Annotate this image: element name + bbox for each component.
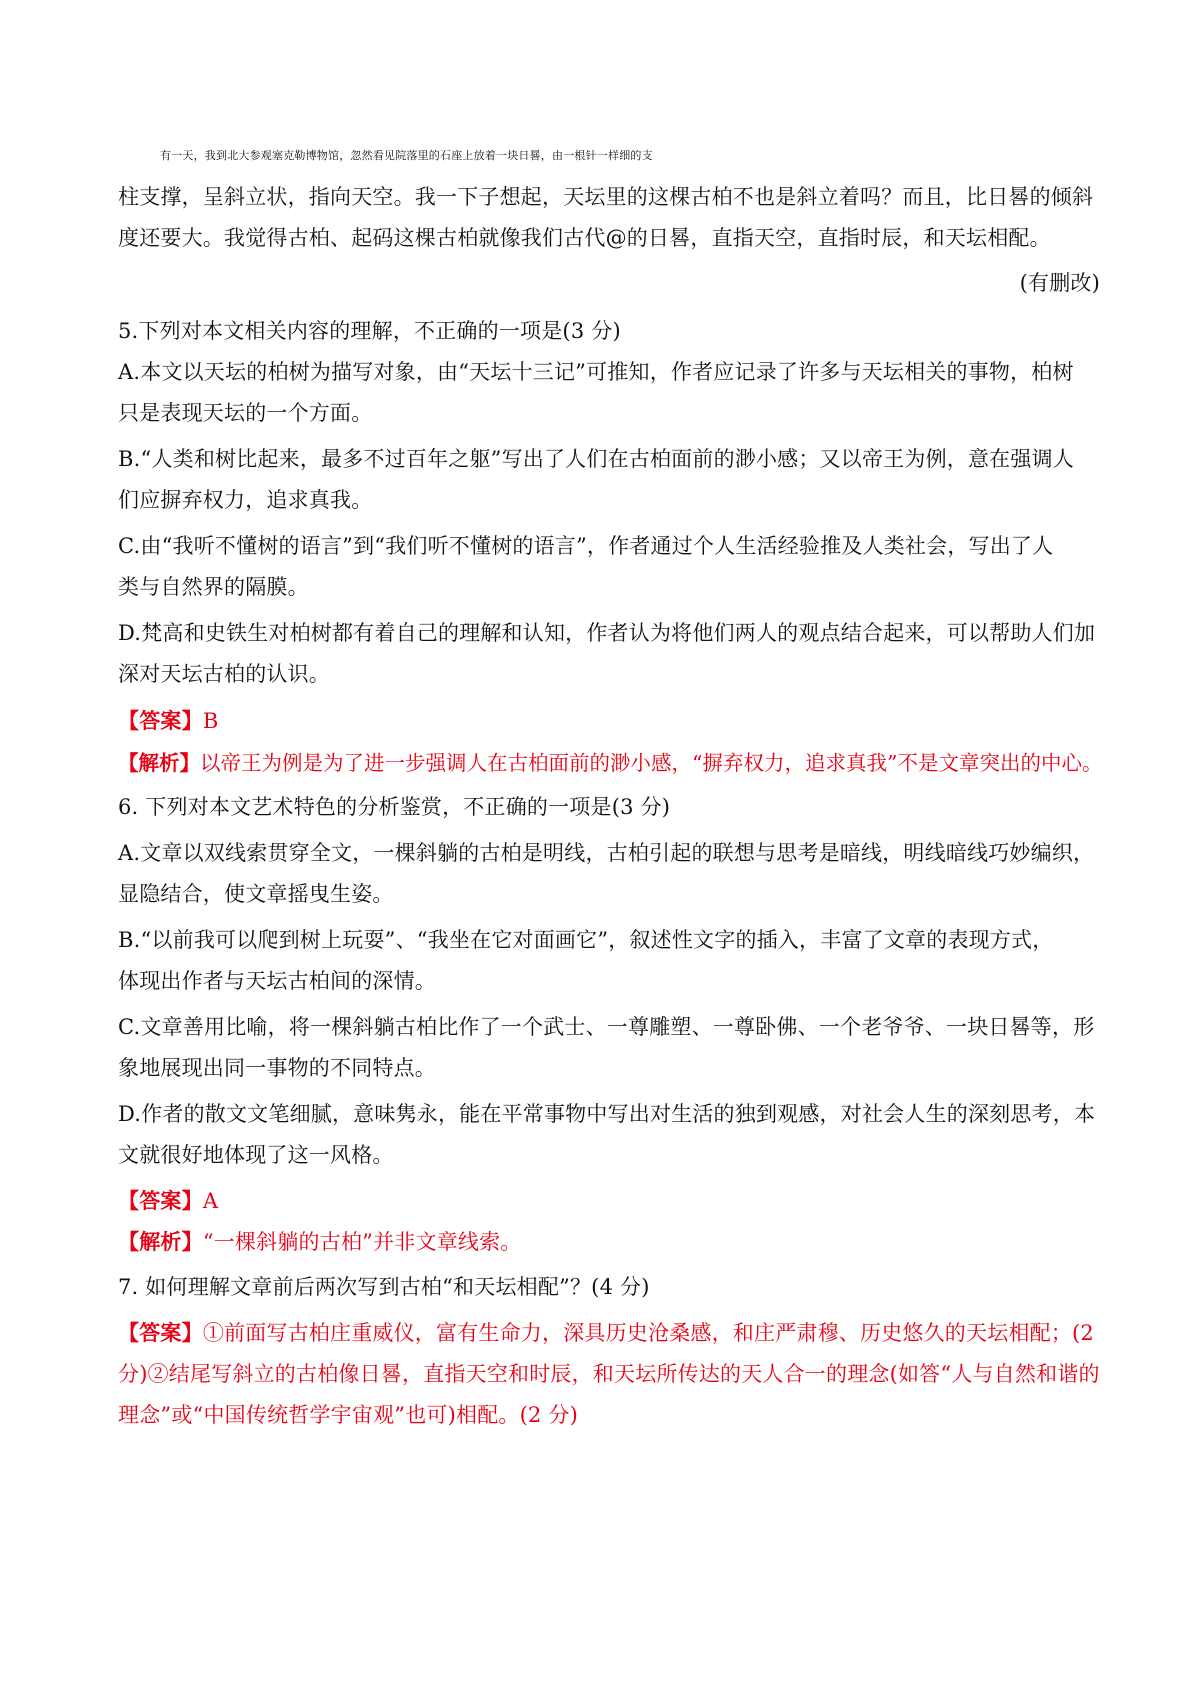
q5-answer-tag: 【答案】 bbox=[118, 708, 203, 733]
q5-option-d-line-1: D.梵高和史铁生对柏树都有着自己的理解和认知，作者认为将他们两人的观点结合起来，可以帮助人们加 bbox=[118, 621, 1096, 645]
q6-option-c-line-1: C.文章善用比喻，将一棵斜躺古柏比作了一个武士、一尊雕塑、一尊卧佛、一个老爷爷、一块日晷等，形 bbox=[118, 1015, 1095, 1039]
q5-option-c-line-2: 类与自然界的隔膜。 bbox=[118, 575, 309, 599]
q7-answer-line-3: 理念”或“中国传统哲学宇宙观”也可)相配。(2 分) bbox=[118, 1403, 579, 1427]
q6-analysis-tag: 【解析】 bbox=[118, 1229, 203, 1254]
q5-option-c-line-1: C.由“我听不懂树的语言”到“我们听不懂树的语言”，作者通过个人生活经验推及人类社会，写出了人 bbox=[118, 534, 1054, 558]
q6-option-a-line-1: A.文章以双线索贯穿全文，一棵斜躺的古柏是明线，古柏引起的联想与思考是暗线，明线暗线巧妙编织， bbox=[118, 841, 1095, 865]
q6-answer bbox=[118, 1186, 1098, 1216]
q5-stem: 5.下列对本文相关内容的理解，不正确的一项是(3 分) bbox=[118, 319, 621, 343]
q6-answer-value: A bbox=[202, 1189, 219, 1213]
passage-line-3: 度还要大。我觉得古柏、起码这棵古柏就像我们古代@的日晷，直指天空，直指时辰，和天坛相配。 bbox=[118, 226, 1051, 250]
passage-note: (有删改) bbox=[1019, 271, 1100, 295]
q6-answer-tag: 【答案】 bbox=[118, 1188, 203, 1213]
q6-option-d-line-2: 文就很好地体现了这一风格。 bbox=[118, 1143, 394, 1167]
q7-answer-tag: 【答案】 bbox=[118, 1320, 203, 1345]
q7-stem: 7. 如何理解文章前后两次写到古柏“和天坛相配”？(4 分) bbox=[118, 1275, 650, 1299]
q7-answer-text-1: ①前面写古柏庄重威仪，富有生命力，深具历史沧桑感，和庄严肃穆、历史悠久的天坛相配；(2 bbox=[202, 1321, 1094, 1345]
q5-option-d-line-2: 深对天坛古柏的认识。 bbox=[118, 662, 330, 686]
q5-option-b-line-1: B.“人类和树比起来，最多不过百年之躯”写出了人们在古柏面前的渺小感；又以帝王为例，意在强调人 bbox=[118, 447, 1074, 471]
q7-answer-line-2: 分)②结尾写斜立的古柏像日晷，直指天空和时辰，和天坛所传达的天人合一的理念(如答“人与自然和谐的 bbox=[118, 1362, 1100, 1386]
q6-option-d-line-1: D.作者的散文文笔细腻，意味隽永，能在平常事物中写出对生活的独到观感，对社会人生的深刻思考，本 bbox=[118, 1102, 1096, 1126]
q7-answer-line-1 bbox=[118, 1318, 1098, 1348]
q6-stem: 6. 下列对本文艺术特色的分析鉴赏，不正确的一项是(3 分) bbox=[118, 795, 671, 819]
q5-analysis-tag: 【解析】 bbox=[118, 751, 200, 775]
q6-option-b-line-1: B.“以前我可以爬到树上玩耍”、“我坐在它对面画它”，叙述性文字的插入，丰富了文章的表现方式， bbox=[118, 928, 1054, 952]
passage-line-1: 有一天，我到北大参观塞克勒博物馆，忽然看见院落里的石座上放着一块日晷，由一根针一样细的支 bbox=[160, 149, 653, 162]
q5-analysis-text: 以帝王为例是为了进一步强调人在古柏面前的渺小感，“摒弃权力，追求真我”不是文章突出的中心。 bbox=[200, 751, 1103, 775]
q5-option-b-line-2: 们应摒弃权力，追求真我。 bbox=[118, 488, 373, 512]
q6-option-a-line-2: 显隐结合，使文章摇曳生姿。 bbox=[118, 882, 394, 906]
q6-option-c-line-2: 象地展现出同一事物的不同特点。 bbox=[118, 1056, 436, 1080]
q6-analysis bbox=[118, 1227, 1098, 1257]
q6-analysis-text: “一棵斜躺的古柏”并非文章线索。 bbox=[202, 1230, 522, 1254]
passage-line-2: 柱支撑，呈斜立状，指向天空。我一下子想起，天坛里的这棵古柏不也是斜立着吗？而且，比日晷的倾斜 bbox=[118, 185, 1094, 209]
q5-analysis bbox=[118, 748, 1103, 778]
q5-option-a-line-1: A.本文以天坛的柏树为描写对象，由“天坛十三记”可推知，作者应记录了许多与天坛相关的事物，柏树 bbox=[118, 360, 1074, 384]
q5-answer-value: B bbox=[202, 709, 219, 733]
q5-answer bbox=[118, 706, 1098, 736]
q5-option-a-line-2: 只是表现天坛的一个方面。 bbox=[118, 401, 373, 425]
q6-option-b-line-2: 体现出作者与天坛古柏间的深情。 bbox=[118, 969, 436, 993]
